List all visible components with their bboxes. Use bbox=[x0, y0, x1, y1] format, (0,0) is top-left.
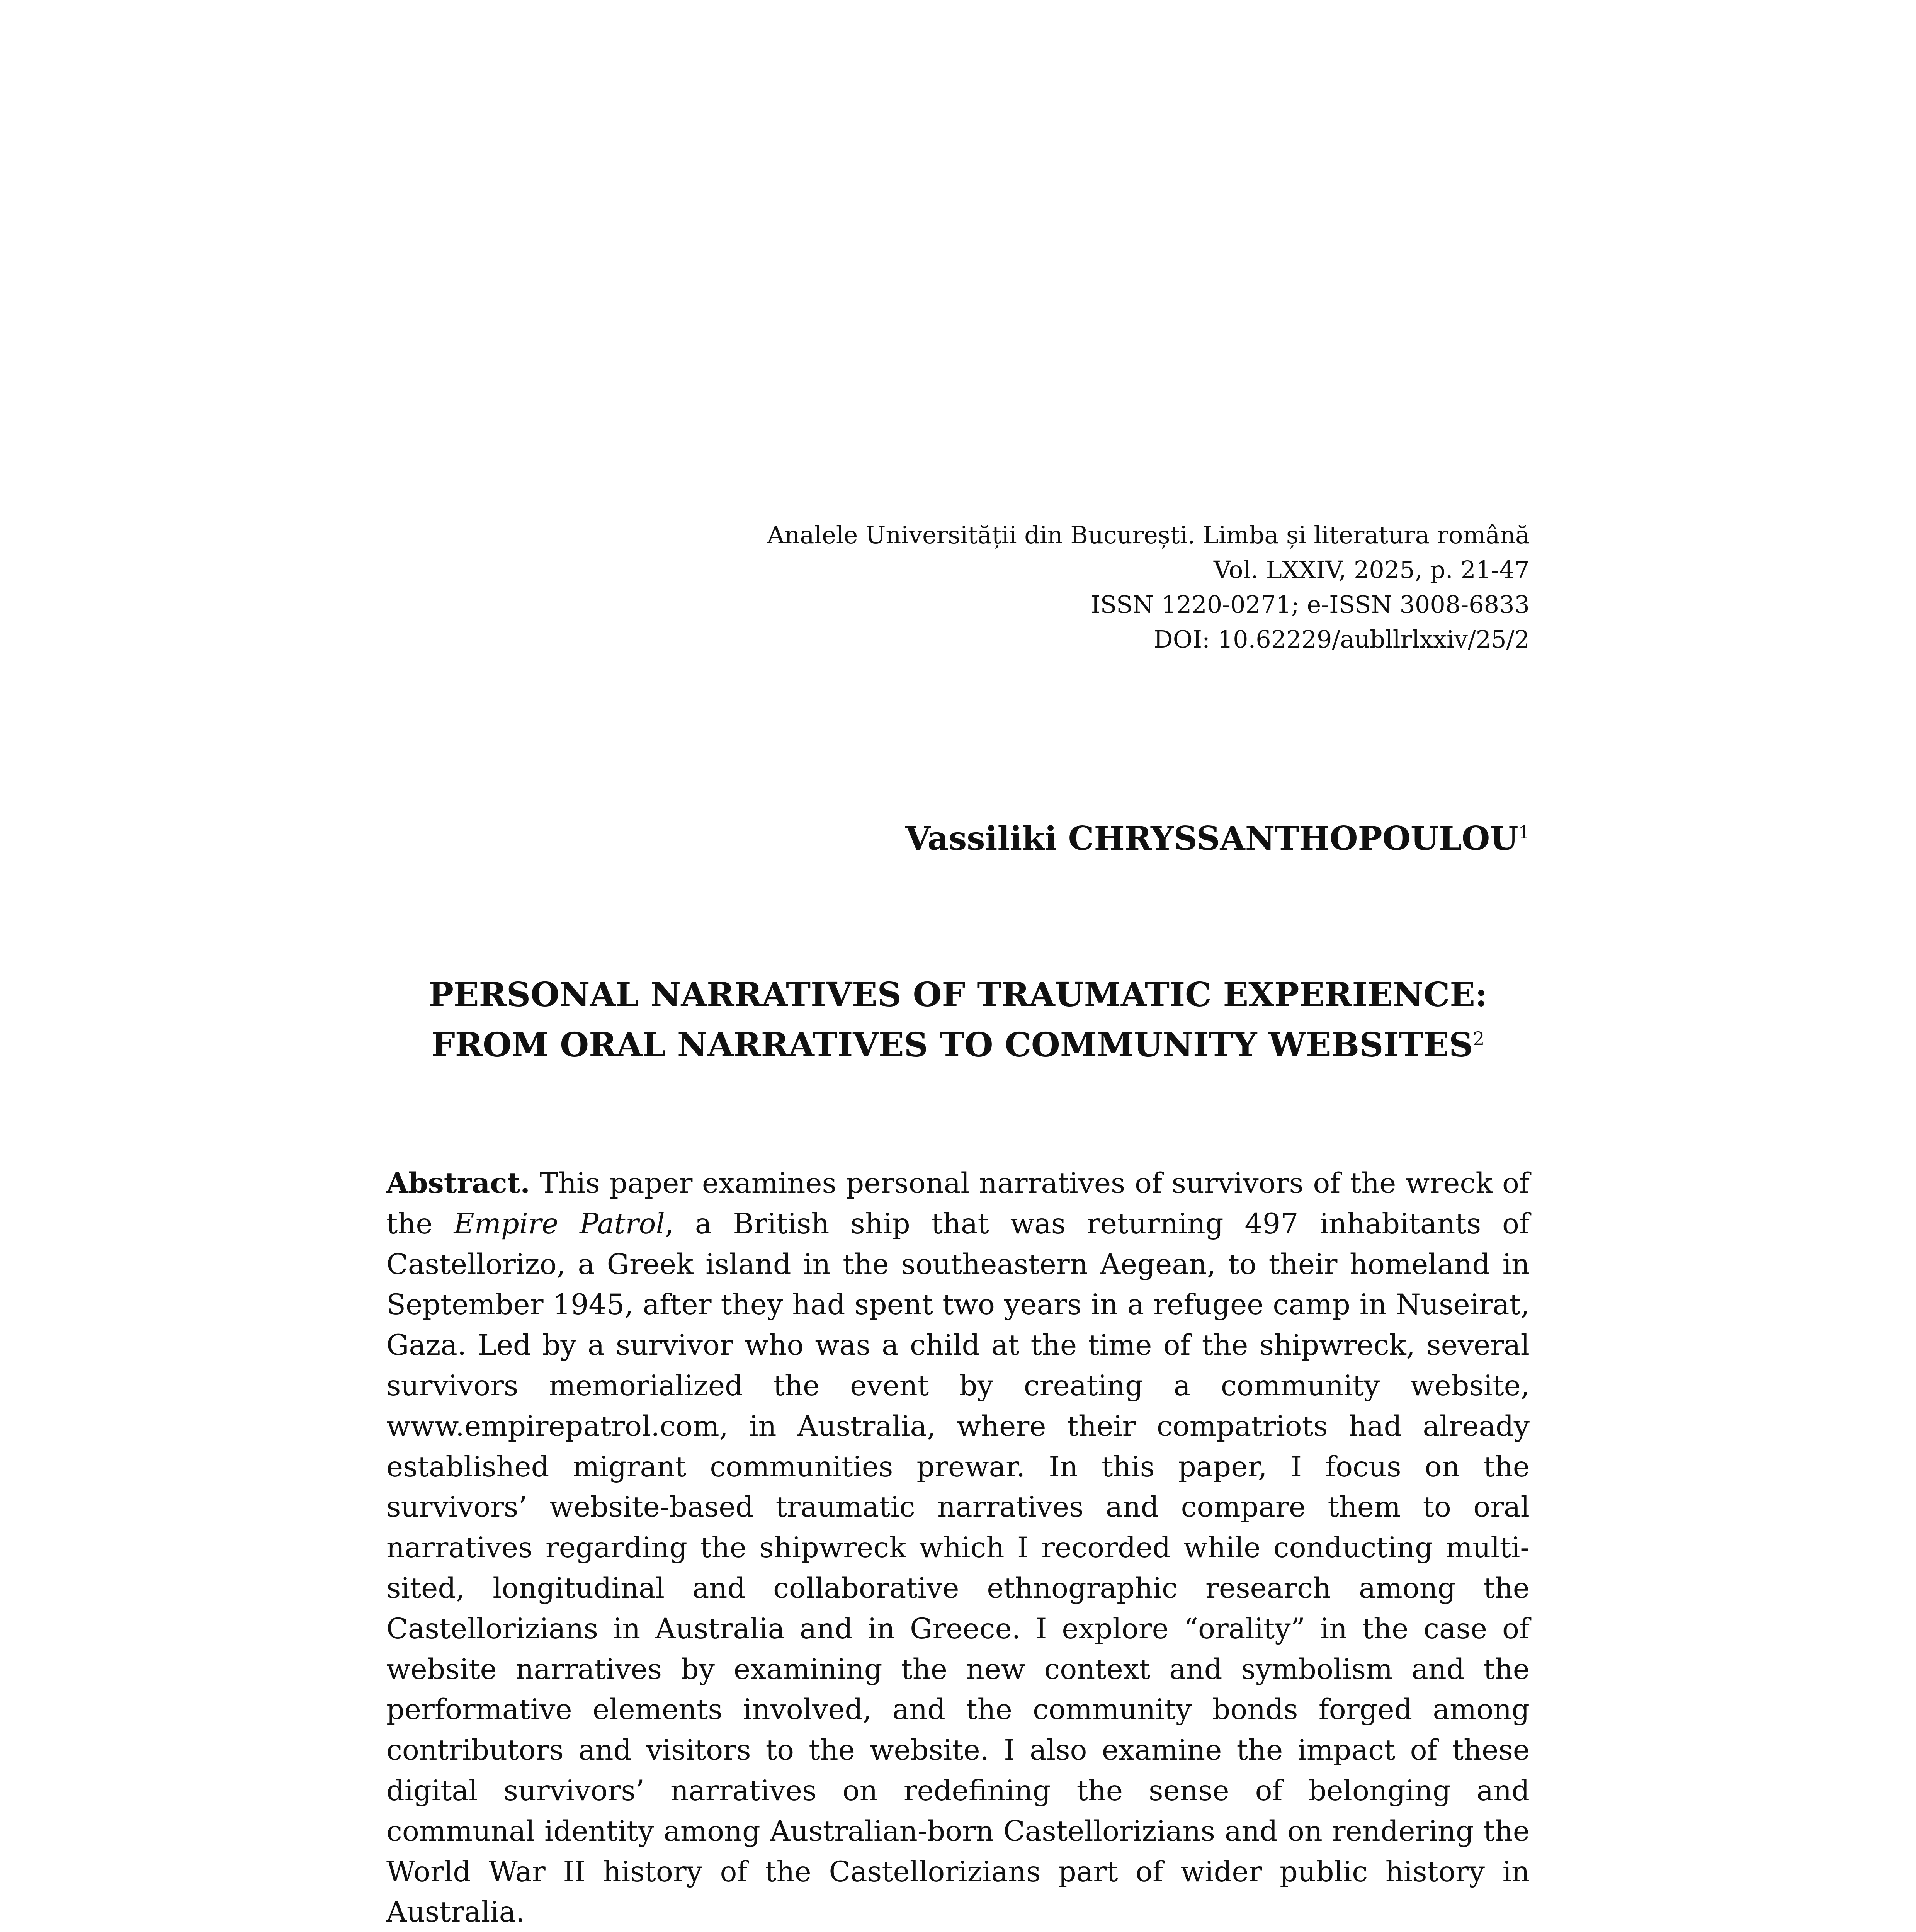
author-name: Vassiliki CHRYSSANTHOPOULOU bbox=[905, 819, 1518, 857]
paper-title bbox=[386, 970, 1530, 1070]
abstract-text-2: , a British ship that was returning 497 inhabitants of Castellorizo, a Greek island in the southeastern Aegean, to their homeland in September 1945, after they had spent two years in a refugee camp in Nuseirat, Gaza. Led by a survivor who was a child at the time of the shipwreck, several survivors memorialized the event by creating a community website, www.empirepatrol.com, in Australia, where their compatriots had already established migrant communities prewar. In this paper, I focus on the survivors’ website-based traumatic narratives and compare them to oral narratives regarding the shipwreck which I recorded while conducting multi-sited, longitudinal and collaborative ethnographic research among the Castellorizians in Australia and in Greece. I explore “orality” in the case of website narratives by examining the new context and symbolism and the performative elements involved, and the community bonds forged among contributors and visitors to the website. I also examine the impact of these digital survivors’ narratives on redefining the sense of belonging and communal identity among Australian-born Castellorizians and on rendering the World War II history of the Castellorizians part of wider public history in Australia. bbox=[386, 1207, 1530, 1929]
title-line-1: PERSONAL NARRATIVES OF TRAUMATIC EXPERIENCE: bbox=[428, 975, 1488, 1014]
author-footnote-ref[interactable]: 1 bbox=[1518, 822, 1530, 843]
journal-header bbox=[602, 518, 1530, 657]
journal-name: Analele Universității din București. Limba și literatura română bbox=[767, 521, 1530, 549]
title-line-2: FROM ORAL NARRATIVES TO COMMUNITY WEBSITES bbox=[431, 1026, 1473, 1065]
abstract-section bbox=[386, 1163, 1530, 1932]
title-footnote-ref[interactable]: 2 bbox=[1473, 1028, 1485, 1050]
journal-issn: ISSN 1220-0271; e-ISSN 3008-6833 bbox=[1091, 590, 1530, 619]
journal-doi[interactable]: DOI: 10.62229/aubllrlxxiv/25/2 bbox=[1154, 625, 1530, 653]
author-line bbox=[602, 819, 1530, 857]
abstract-text-1: This paper examines personal narratives of survivors of the wreck of the bbox=[386, 1167, 1530, 1240]
title-line-2-wrap bbox=[386, 1020, 1530, 1070]
abstract-paragraph bbox=[386, 1163, 1530, 1932]
abstract-label: Abstract. bbox=[386, 1167, 530, 1200]
abstract-ship-name: Empire Patrol bbox=[454, 1207, 665, 1240]
journal-volume: Vol. LXXIV, 2025, p. 21-47 bbox=[1214, 556, 1530, 584]
